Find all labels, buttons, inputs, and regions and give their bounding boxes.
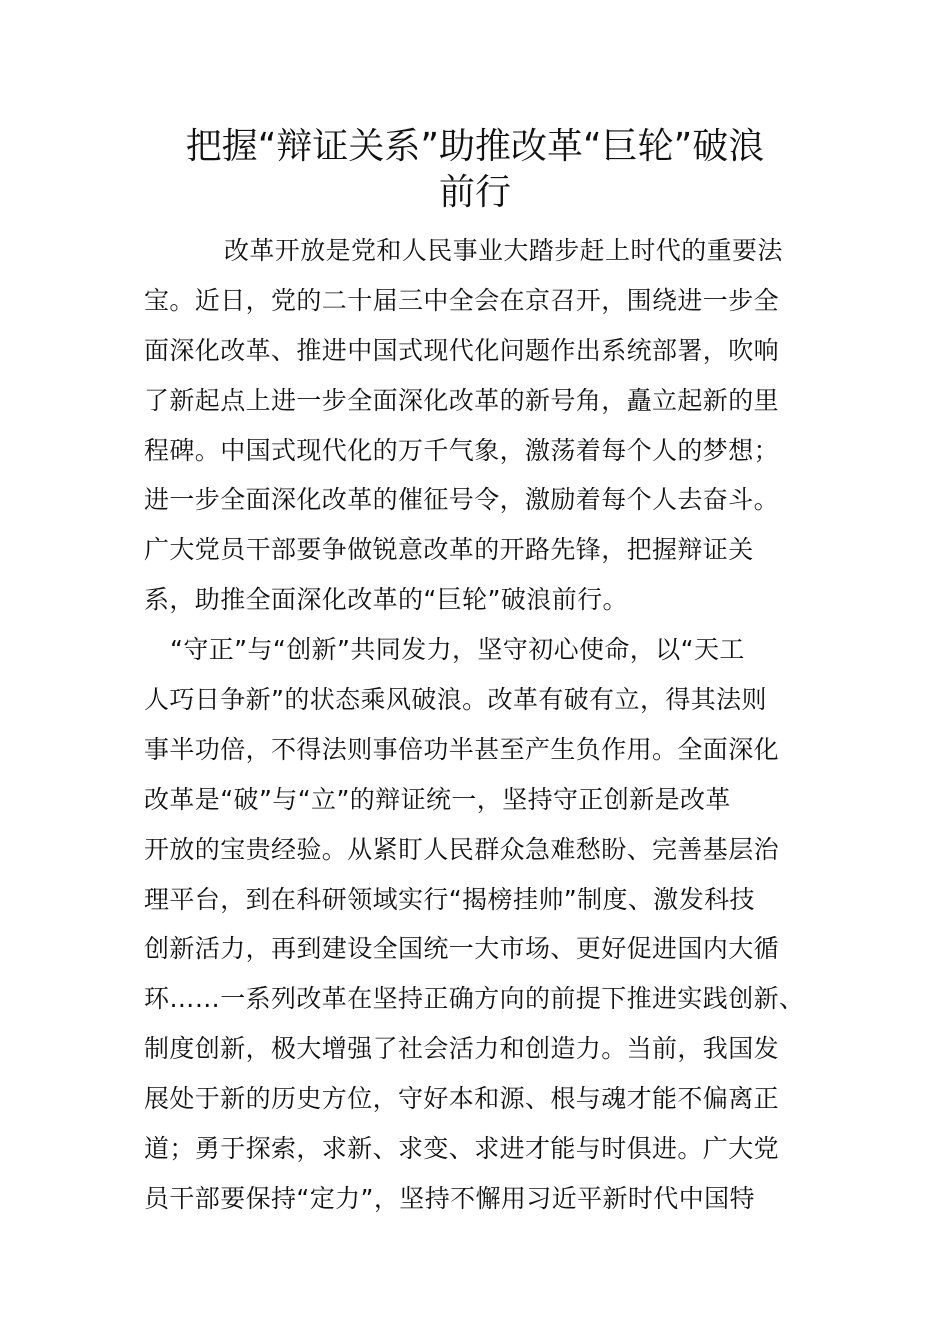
paragraph-line: 理平台，到在科研领域实行“揭榜挂帅”制度、激发科技 [144,884,755,914]
paragraph-line: 程碑。中国式现代化的万千气象，激荡着每个人的梦想； [144,435,780,465]
paragraph-line: 开放的宝贵经验。从紧盯人民群众急难愁盼、完善基层治 [144,834,780,864]
paragraph-line: 改革开放是党和人民事业大踏步赶上时代的重要法 [224,236,783,265]
paragraph-line: 事半功倍，不得法则事倍功半甚至产生负作用。全面深化 [144,734,780,764]
paragraph-line: 系，助推全面深化改革的“巨轮”破浪前行。 [144,585,628,615]
paragraph-line: 道；勇于探索，求新、求变、求进才能与时俱进。广大党 [144,1134,780,1164]
paragraph-line: 进一步全面深化改革的催征号令，激励着每个人去奋斗。 [144,485,780,515]
document-title [120,124,830,216]
paragraph-line: 展处于新的历史方位，守好本和源、根与魂才能不偏离正 [144,1084,780,1114]
paragraph-line: 员干部要保持“定力”，坚持不懈用习近平新时代中国特 [144,1183,755,1213]
paragraph-line: “守正”与“创新”共同发力，坚守初心使命，以“天工 [170,635,745,665]
paragraph-line: 广大党员干部要争做锐意改革的开路先锋，把握辩证关 [144,535,754,565]
paragraph-line: 环……一系列改革在坚持正确方向的前提下推进实践创新、 [144,984,805,1014]
paragraph-line: 改革是“破”与“立”的辩证统一，坚持守正创新是改革 [144,784,731,814]
paragraph-line: 面深化改革、推进中国式现代化问题作出系统部署，吹响 [144,335,780,365]
paragraph-line: 创新活力，再到建设全国统一大市场、更好促进国内大循 [144,934,780,964]
document-body [144,226,812,1224]
title-line: 前行 [438,172,511,213]
paragraph-line: 制度创新，极大增强了社会活力和创造力。当前，我国发 [144,1034,780,1064]
paragraph-line: 人巧日争新”的状态乘风破浪。改革有破有立，得其法则 [144,685,767,715]
title-line: 把握“辩证关系”助推改革“巨轮”破浪 [185,126,765,167]
paragraph-line: 宝。近日，党的二十届三中全会在京召开，围绕进一步全 [144,285,780,315]
paragraph-line: 了新起点上进一步全面深化改革的新号角，矗立起新的里 [144,385,780,415]
